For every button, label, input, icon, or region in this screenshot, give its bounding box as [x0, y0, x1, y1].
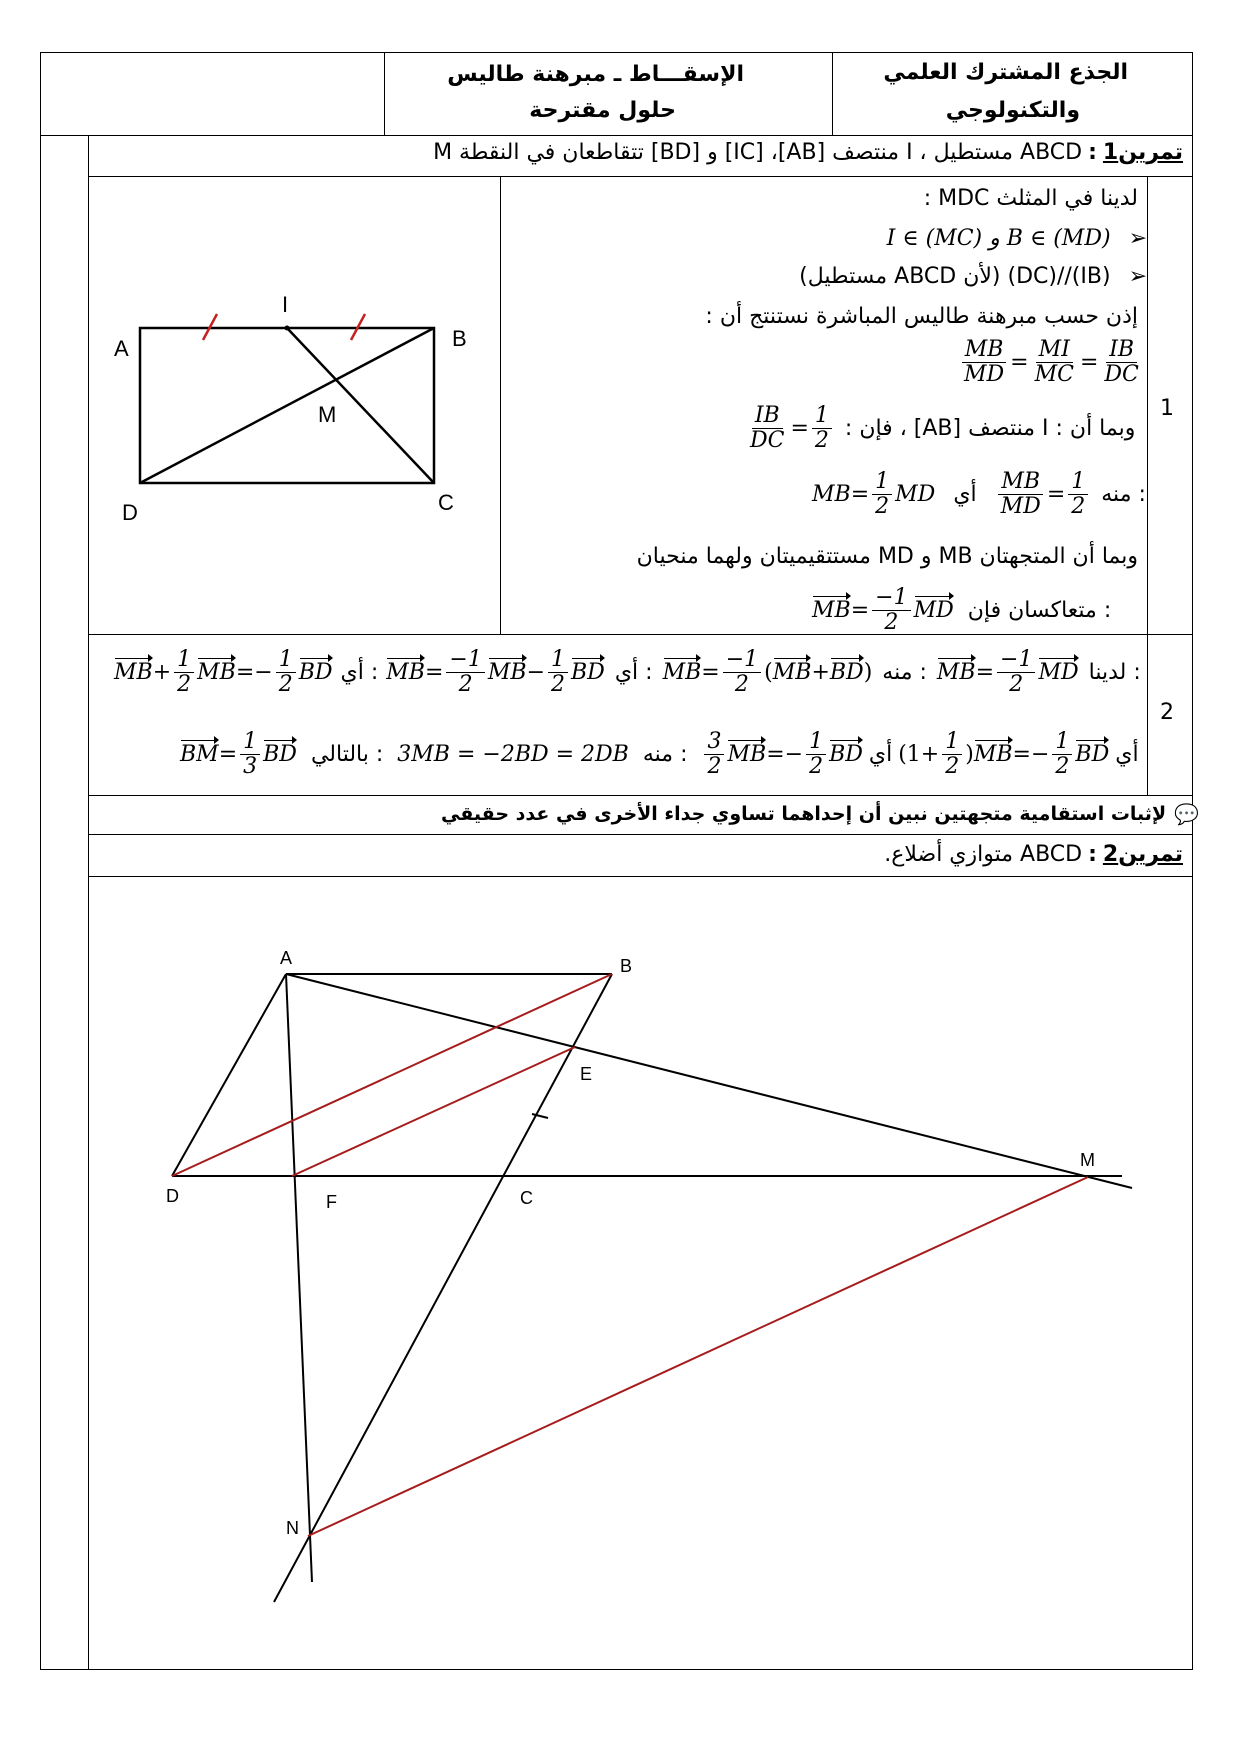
frame-right	[1192, 52, 1193, 1670]
ex1-t6a: منه :	[1101, 482, 1146, 508]
arrow-bullet-icon: ➢	[1128, 226, 1147, 251]
ex1-t4: إذن حسب مبرهنة طاليس المباشرة نستنتج أن :	[705, 304, 1138, 329]
frac-IB-DC-2: $\frac{IB}{DC}$	[750, 403, 785, 454]
ex1-colon: :	[1088, 140, 1097, 165]
frame-bottom	[40, 1669, 1193, 1670]
header-divider	[40, 135, 1193, 136]
ex1-statement: ABCD مستطيل ، I منتصف [AB]، [IC] و [BD] تتقاطعان في النقطة M	[433, 140, 1083, 165]
ex1-q2: 2	[1160, 700, 1174, 725]
red-NM	[308, 1177, 1088, 1536]
line-AN	[286, 974, 312, 1582]
ex1-t8-row: MB = $\frac{-1}{2}$ MD متعاكسان فإن :	[812, 585, 1112, 636]
ex1-statement-bottom	[88, 176, 1193, 177]
label-C: C	[520, 1188, 533, 1208]
ex2-figure	[100, 900, 1180, 1620]
ex1-t5-row: $\frac{IB}{DC}$ = $\frac{1}{2}$ وبما أن : I منتصف [AB] ، فإن :	[744, 404, 1135, 453]
arrow-bullet-icon: ➢	[1128, 264, 1147, 289]
line-AM	[286, 974, 1132, 1188]
ex1-t3-row	[799, 264, 1147, 289]
header-title: الإسقـــاط ـ مبرهنة طاليس	[447, 62, 744, 87]
header-level: الجذع المشترك العلمي	[883, 60, 1128, 85]
ex1-num: 1	[1102, 140, 1119, 165]
ex1-t3: (IB)//(DC) (لأن ABCD مستطيل)	[799, 264, 1111, 289]
segment-IC	[287, 328, 434, 483]
ex2-num: 2	[1102, 842, 1119, 867]
label-M: M	[318, 402, 337, 427]
ex1-t5: وبما أن : I منتصف [AB] ، فإن :	[844, 416, 1136, 442]
red-DB	[172, 974, 612, 1176]
frac-half: $\frac{1}{2}$	[812, 404, 832, 453]
frame-left	[40, 52, 41, 1670]
ex1-note-row	[441, 802, 1199, 826]
header-sep2	[832, 52, 833, 136]
ex1-q-col	[1147, 176, 1148, 796]
header-subtitle: حلول مقترحة	[529, 98, 676, 123]
frac-MI-MC: $\frac{MI}{MC}$	[1034, 337, 1074, 388]
ex1-t1: لدينا في المثلث MDC :	[923, 186, 1138, 211]
line-BC-extended	[274, 974, 612, 1602]
label-B: B	[620, 956, 633, 976]
side-AD	[172, 974, 286, 1176]
ex1-t2: B ∈ (MD) و I ∈ (MC)	[886, 226, 1111, 251]
label-M: M	[1080, 1150, 1095, 1170]
ex1-eq3: 3MB = −2BD = 2DB	[397, 742, 629, 768]
label-C: C	[438, 490, 454, 515]
ex2-colon: :	[1088, 842, 1097, 867]
ex1-q2-line1: MB + $\frac{1}{2}$ MB =− $\frac{1}{2}$ BD أي : MB = $\frac{-1}{2}$ MB − $\frac{1}{2}$ BD أي : MB = $\frac{-1}{2}$ ( MB + BD ) منه : MB = $\frac{-1}{2}$ MD لدينا :	[114, 647, 1141, 698]
ex2-statement: ABCD متوازي أضلاع.	[884, 842, 1083, 867]
ex1-fig-col	[500, 176, 501, 634]
ex1-title	[433, 140, 1183, 165]
ex1-note-sep	[88, 834, 1193, 835]
label-F: F	[326, 1192, 337, 1212]
ex1-t7: وبما أن المتجهتان MB و MD مستتقيميتان ولهما منحيان	[636, 544, 1138, 569]
ex1-figure	[100, 280, 490, 530]
ex1-row-sep2	[88, 795, 1193, 796]
ex1-note: لإثبات استقامية متجهتين نبين أن إحداهما تساوي جداء الأخرى في عدد حقيقي	[440, 803, 1167, 825]
margin-line	[88, 136, 89, 1670]
ex2-statement-bottom	[88, 876, 1193, 877]
red-FE	[292, 1047, 575, 1176]
label-E: E	[580, 1064, 593, 1084]
ex1-thales-ratios: $\frac{MB}{MD}$ = $\frac{MI}{MC}$ = $\frac{IB}{DC}$	[958, 338, 1145, 387]
ex2-title	[884, 842, 1183, 867]
header-level2: والتكنولوجي	[945, 98, 1080, 123]
ex2-label: تمرين	[1118, 842, 1183, 867]
frame-top	[40, 52, 1193, 53]
label-N: N	[286, 1518, 299, 1538]
ex1-q2-line2: BM = $\frac{1}{3}$ BD بالتالي : 3MB = −2BD = 2DB منه : $\frac{3}{2}$ MB =− $\frac{1}{2}$ BD أي (1+ $\frac{1}{2}$ ) MB =− $\frac{1}{2}$ BD أي	[180, 729, 1139, 780]
label-D: D	[122, 500, 138, 525]
ex1-t6b: أي	[953, 482, 977, 508]
frac-MB-MD: $\frac{MB}{MD}$	[961, 338, 1007, 387]
ex1-t8: متعاكسان فإن :	[967, 598, 1112, 624]
label-A: A	[114, 336, 129, 361]
label-A: A	[280, 948, 293, 968]
speech-bubbles-icon: 💬	[1174, 802, 1199, 826]
ex1-t6-row: MB = $\frac{1}{2}$ MD أي $\frac{MB}{MD}$ = $\frac{1}{2}$ منه :	[812, 469, 1146, 520]
ex1-q1: 1	[1160, 396, 1174, 421]
header-sep1	[384, 52, 385, 136]
diagonal-BD	[140, 328, 434, 483]
label-I: I	[282, 292, 289, 317]
frac-IB-DC: $\frac{IB}{DC}$	[1104, 337, 1139, 388]
point-I	[285, 326, 290, 331]
label-B: B	[452, 326, 467, 351]
ex1-label: تمرين	[1118, 140, 1183, 165]
label-D: D	[166, 1186, 179, 1206]
ex1-t2-row	[887, 226, 1147, 251]
